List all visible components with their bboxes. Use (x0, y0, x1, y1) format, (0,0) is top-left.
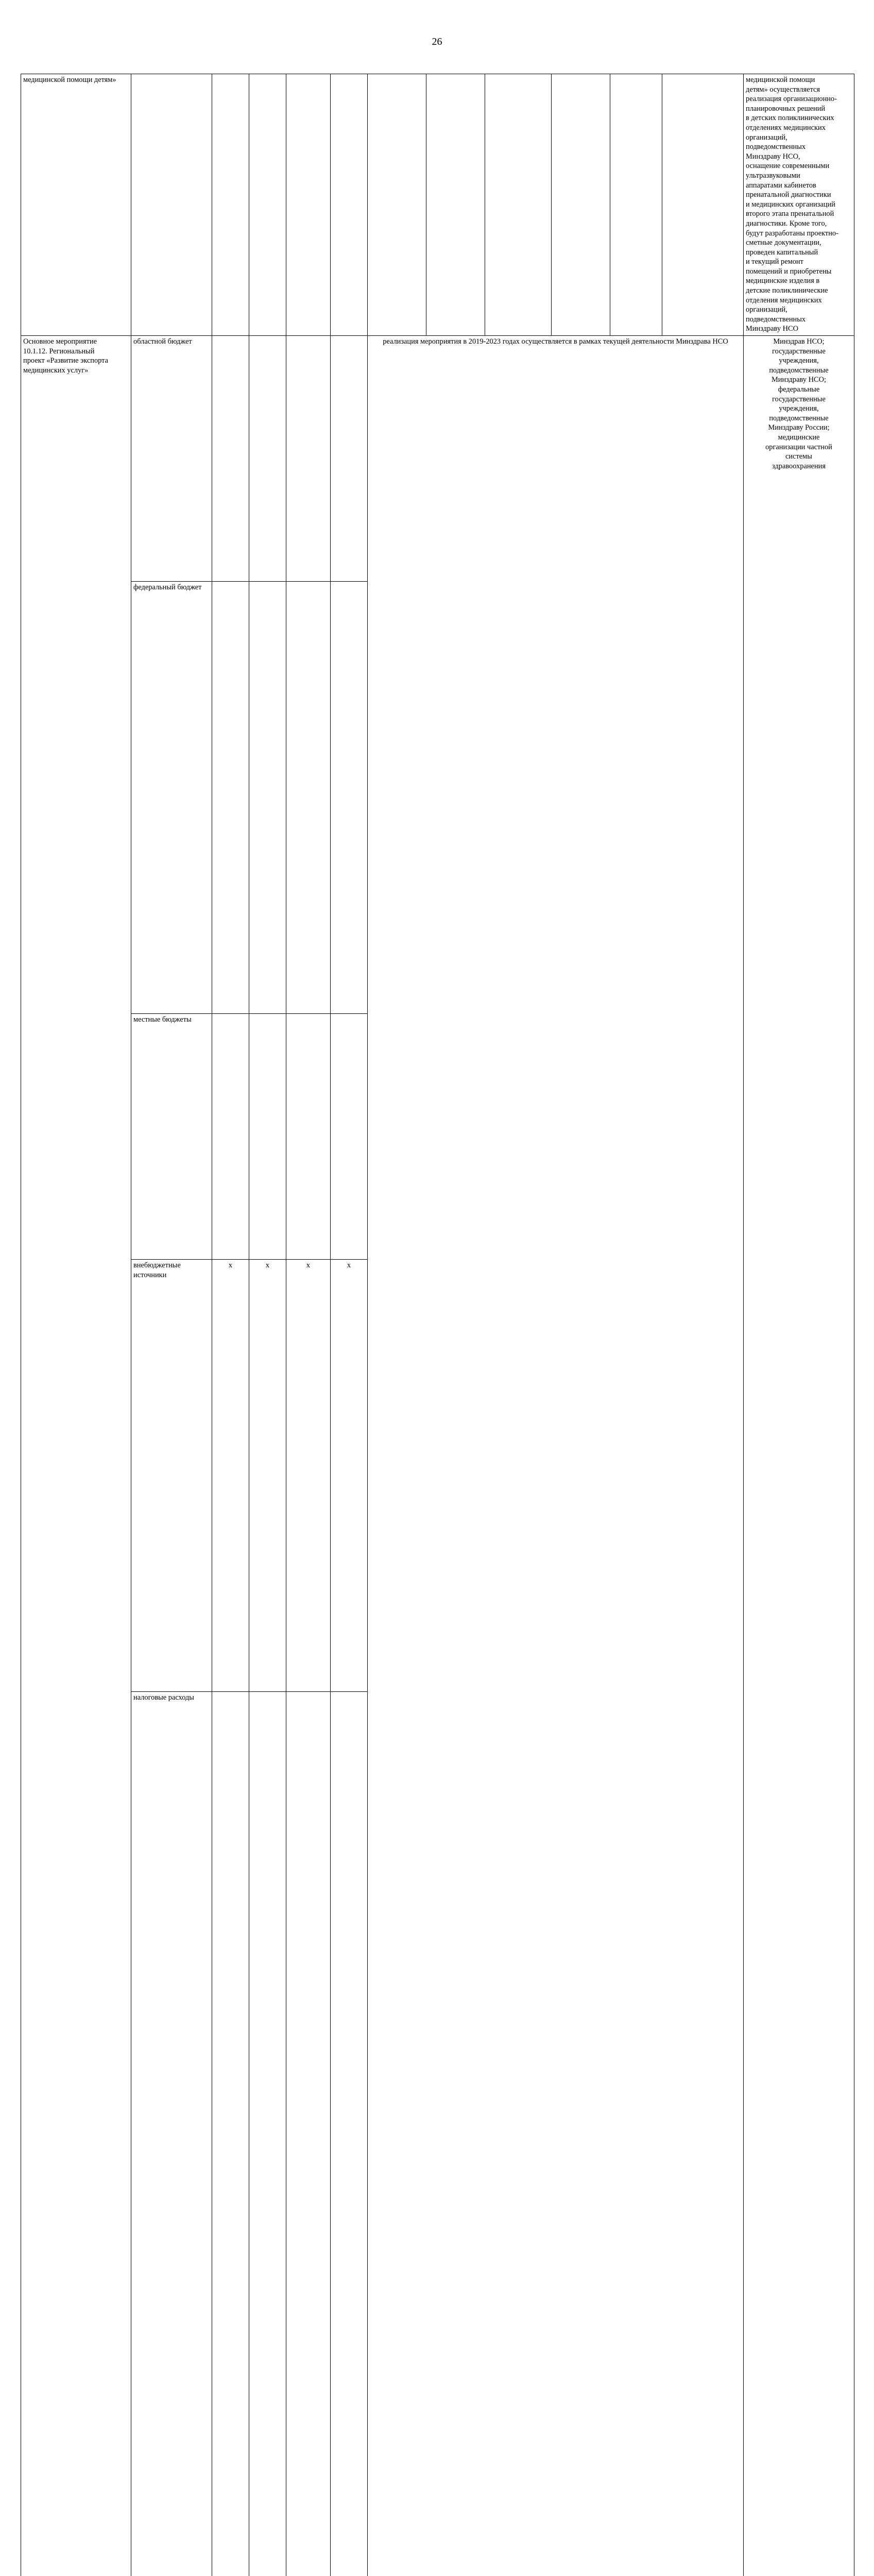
code-cell (249, 581, 286, 1013)
code-cell (286, 1692, 331, 2576)
event-title: Основное мероприятие 10.1.12. Региональный проект «Развитие экспорта медицинских услуг» (21, 336, 131, 2576)
funding-source: местные бюджеты (131, 1014, 212, 1260)
event-title: медицинской помощи детям» (21, 74, 131, 336)
code-cell (212, 1692, 249, 2576)
page-number: 26 (0, 36, 874, 48)
code-cell (331, 581, 368, 1013)
code-cell (249, 336, 286, 582)
table-row (21, 336, 854, 582)
table-row (21, 74, 854, 336)
program-table (21, 74, 854, 2576)
code-cell (286, 581, 331, 1013)
code-cell: х (212, 1259, 249, 1691)
funding-source: налоговые расходы (131, 1692, 212, 2576)
funding-source: федеральный бюджет (131, 581, 212, 1013)
funding-source: областной бюджет (131, 336, 212, 582)
code-cell (249, 1692, 286, 2576)
executor: Минздрав НСО; государственные учреждения, подведомственные Минздраву НСО; федеральные государственные учреждения, подведомственные Минздраву России; медицинские организации частной системы здравоохранения (744, 336, 854, 2576)
code-cell (331, 1014, 368, 1260)
code-cell (212, 1014, 249, 1260)
expected-result: медицинской помощи детям» осуществляется реализация организационно- планировочных решений в детских поликлинических отделениях медицинских организаций, подведомственных Минздраву НСО, оснащение современными ультразвуковыми аппаратами кабинетов пренатальной диагностики и медицинских организаций второго этапа пренатальной диагностики. Кроме того, будут разработаны проектно- сметные документации, проведен капитальный и текущий ремонт помещений и приобретены медицинские изделия в детские поликлинические отделения медицинских организаций, подведомственных Минздраву НСО (744, 74, 854, 336)
code-cell (249, 1014, 286, 1260)
funding-source: внебюджетные источники (131, 1259, 212, 1691)
event-note: реализация мероприятия в 2019-2023 годах осуществляется в рамках текущей деятельности Минздрава НСО (368, 336, 744, 2576)
code-cell: х (331, 1259, 368, 1691)
code-cell (286, 336, 331, 582)
code-cell (331, 1692, 368, 2576)
code-cell (286, 1014, 331, 1260)
code-cell (331, 336, 368, 582)
code-cell (212, 336, 249, 582)
code-cell: х (286, 1259, 331, 1691)
code-cell (212, 581, 249, 1013)
code-cell: х (249, 1259, 286, 1691)
